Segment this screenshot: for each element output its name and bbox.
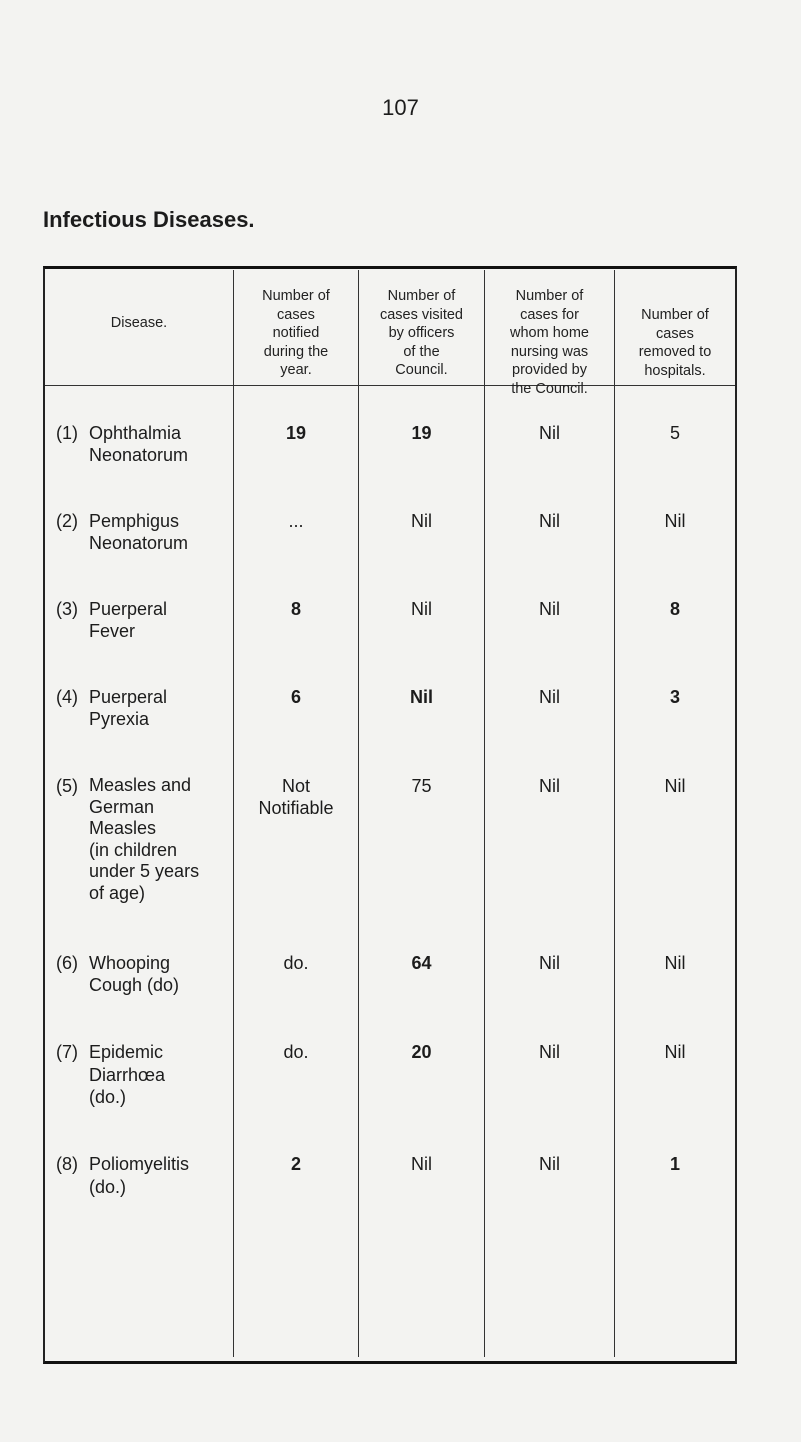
- row-number: (1): [56, 423, 78, 443]
- disease-name: Epidemic Diarrhœa (do.): [89, 1042, 166, 1107]
- removed-to-hospital: Nil: [664, 1042, 686, 1062]
- removed-to-hospital: 5: [669, 423, 680, 443]
- home-nursing: Nil: [539, 599, 560, 619]
- row-number: (6): [56, 953, 78, 973]
- row-number: (5): [56, 776, 78, 796]
- cases-notified: 8: [290, 599, 301, 619]
- removed-to-hospital: Nil: [664, 953, 686, 973]
- header-visited: Number of cases visited by officers of the Council.: [379, 288, 463, 378]
- removed-to-hospital: 3: [669, 687, 680, 707]
- removed-to-hospital: Nil: [664, 511, 686, 531]
- home-nursing: Nil: [539, 776, 560, 796]
- row-number: (7): [56, 1042, 78, 1062]
- cases-notified: do.: [283, 1042, 309, 1062]
- removed-to-hospital: Nil: [664, 776, 686, 796]
- removed-to-hospital: 1: [669, 1154, 680, 1174]
- home-nursing: Nil: [539, 1154, 560, 1174]
- header-divider: [45, 385, 735, 386]
- cases-notified: ...: [288, 511, 304, 531]
- disease-name: Puerperal Pyrexia: [89, 687, 168, 729]
- page-number: 107: [382, 95, 419, 120]
- home-nursing: Nil: [539, 1042, 560, 1062]
- header-disease: Disease.: [110, 315, 168, 331]
- page-title: Infectious Diseases.: [43, 207, 255, 232]
- cases-visited: 75: [411, 776, 432, 796]
- disease-name: Whooping Cough (do): [89, 953, 180, 995]
- disease-name: Poliomyelitis (do.): [89, 1154, 190, 1197]
- removed-to-hospital: 8: [669, 599, 680, 619]
- cases-visited: Nil: [409, 687, 433, 707]
- cases-visited: Nil: [411, 599, 432, 619]
- cases-notified: do.: [283, 953, 309, 973]
- cases-notified: Not Notifiable: [258, 776, 334, 818]
- row-number: (2): [56, 511, 78, 531]
- header-removed: Number of cases removed to hospitals.: [638, 307, 712, 379]
- home-nursing: Nil: [539, 511, 560, 531]
- cases-visited: 20: [411, 1042, 432, 1062]
- cases-notified: 6: [290, 687, 301, 707]
- row-number: (8): [56, 1154, 78, 1174]
- cases-notified: 2: [290, 1154, 301, 1174]
- row-number: (3): [56, 599, 78, 619]
- home-nursing: Nil: [539, 423, 560, 443]
- disease-name: Puerperal Fever: [89, 599, 168, 641]
- home-nursing: Nil: [539, 687, 560, 707]
- disease-name: Measles and German Measles (in children under 5 years of age): [89, 775, 200, 903]
- header-notified: Number of cases notified during the year.: [262, 288, 330, 378]
- cases-visited: Nil: [411, 1154, 432, 1174]
- home-nursing: Nil: [539, 953, 560, 973]
- row-number: (4): [56, 687, 78, 707]
- cases-visited: Nil: [411, 511, 432, 531]
- cases-visited: 19: [411, 423, 432, 443]
- header-home-nursing: Number of cases for whom home nursing was provided by the Council.: [510, 288, 589, 397]
- cases-notified: 19: [285, 423, 307, 443]
- disease-name: Pemphigus Neonatorum: [89, 511, 189, 553]
- disease-name: Ophthalmia Neonatorum: [89, 423, 189, 465]
- cases-visited: 64: [411, 953, 432, 973]
